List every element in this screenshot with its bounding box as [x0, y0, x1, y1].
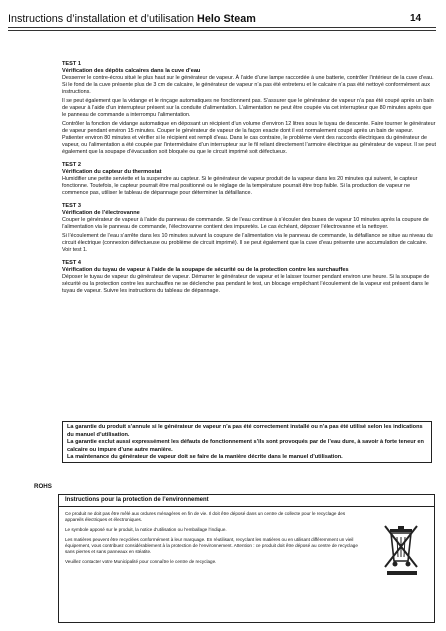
rohs-paragraph: Le symbole apposé sur le produit, la notice d’utilisation ou l’emballage l’indique.	[65, 527, 227, 532]
header-rule	[8, 27, 436, 28]
test-3	[62, 203, 436, 254]
test-1	[62, 61, 436, 156]
paragraph: Humidifier une petite serviette et la suspendre au capteur. Si le générateur de vapeur produit de la vapeur dans les 20 minutes qui suivent, le capteur fonctionne. Toutefois, le capteur pourrait être mal positionné ou le réglage de la température pourrait être trop faible. Si la production de vapeur ne commence pas, utiliser le tableau de dépannage pour déterminer la défaillance.	[62, 176, 418, 196]
paragraph: Il se peut également que la vidange et le rinçage automatiques ne fonctionnent pas. S’assurer que le générateur de vapeur n’a pas été coupé après un bain de vapeur à l’aide d’un interrupteur présent sur la conduite d’alimentation. L’alimentation ne peut être coupée via cet interrupteur que 80 minutes après que le panneau de commande a interrompu l’alimentation.	[62, 98, 434, 118]
warranty-line: La maintenance du générateur de vapeur doit se faire de la manière décrite dans le manuel d’utilisation.	[67, 454, 343, 460]
title-text: Instructions d’installation et d’utilisation	[8, 13, 198, 25]
paragraph: Desserrer le contre-écrou situé le plus haut sur le générateur de vapeur. À l’aide d’une lampe raccordée à une batterie, contrôler l’intérieur de la cuve d’eau. Si le fond de la cuve présente plus de 3 cm de calcaire, le générateur de vapeur n’a pas été entretenu et le calcaire n’a pas été nettoyé conformément aux instructions.	[62, 75, 434, 95]
test-title: Vérification de l’électrovanne	[62, 210, 140, 216]
rohs-heading: Instructions pour la protection de l’environnement	[59, 495, 434, 507]
header-rule-secondary	[8, 30, 436, 31]
rohs-label: ROHS	[34, 483, 52, 490]
rohs-paragraph: Veuillez contacter votre Municipalité pour connaître le centre de recyclage.	[65, 559, 217, 564]
document-title	[8, 13, 256, 25]
test-heading: TEST 1	[62, 61, 81, 67]
paragraph: Si l’écoulement de l’eau s’arrête dans les 10 minutes suivant la coupure de l’alimentation via le panneau de commande, la défaillance se situe au niveau du circuit électrique (connexion défectueuse ou problème de circuit imprimé). Il se peut également que la cuve d’eau présente une accumulation de calcaire. Voir test 1.	[62, 233, 433, 253]
paragraph: Couper le générateur de vapeur à l’aide du panneau de commande. Si de l’eau continue à s’écouler des buses de vapeur 10 minutes après la coupure de l’alimentation via le panneau de commande, l’électrovanne contient des impuretés. Le cas échéant, déposer l’électrovanne et la nettoyer.	[62, 217, 429, 230]
test-heading: TEST 4	[62, 260, 81, 266]
test-title: Vérification du capteur du thermostat	[62, 169, 162, 175]
rohs-text	[65, 511, 365, 569]
brand-name: Helo Steam	[197, 13, 256, 25]
test-heading: TEST 2	[62, 162, 81, 168]
test-2	[62, 162, 436, 197]
warranty-notice	[62, 421, 432, 463]
test-title: Vérification du tuyau de vapeur à l’aide de la soupape de sécurité ou de la protection contre les surchauffes	[62, 267, 349, 273]
test-heading: TEST 3	[62, 203, 81, 209]
test-4	[62, 260, 436, 295]
paragraph: Déposer le tuyau de vapeur du générateur de vapeur. Démarrer le générateur de vapeur et le laisser tourner pendant environ une heure. Si la soupape de sécurité ou la protection contre les surchauffes ne se déclenche pas pendant le test, un blocage empêchant l’écoulement de la vapeur est présent dans le tuyau de vapeur. Suivre les instructions du tableau de dépannage.	[62, 274, 430, 294]
page-number: 14	[410, 13, 422, 24]
warranty-line: La garantie exclut aussi expressément les défauts de fonctionnement s’ils sont provoqués par de l’eau dure, à savoir à forte teneur en calcaire ou impure d’une autre manière.	[67, 439, 424, 453]
paragraph: Contrôler la fonction de vidange automatique en déposant un récipient d’un volume d’environ 12 litres sous le tuyau de descente. Faire tourner le générateur de vapeur pendant environ 15 minutes. Couper le générateur de vapeur de la façon exacte dont il est normalement coupé après un bain de vapeur. Patienter environ 80 minutes et vérifier si le récipient est rempli d’eau. Dans le cas contraire, le problème vient des raccords électriques du générateur de vapeur, ou l’alimentation a été coupée par l’intermédiaire d’un interrupteur sur le fil reliant directement l’armoire électrique au générateur de vapeur. Il se peut également que la soupape d’évacuation soit bloquée ou que le circuit imprimé soit défectueux.	[62, 121, 436, 155]
crossed-out-wheelie-bin-icon	[379, 521, 425, 577]
test-title: Vérification des dépôts calcaires dans la cuve d’eau	[62, 68, 201, 74]
rohs-paragraph: Les matières peuvent être recyclées conformément à leur marquage. En réutilisant, recyclant les matières ou en utilisant différemment un vieil équipement, vous contribuez considérablement à la protection de l’environnement. Attention : ce produit doit être déposé au centre de recyclage sans pierres et sans panneaux en stéatite.	[65, 537, 358, 554]
rohs-paragraph: Ce produit ne doit pas être mêlé aux ordures ménagères en fin de vie. Il doit être déposé dans un centre de collecte pour le recyclage des appareils électriques et électroniques.	[65, 511, 346, 522]
rohs-box	[58, 494, 435, 623]
tests-section	[62, 61, 436, 301]
warranty-line: La garantie du produit s’annule si le générateur de vapeur n’a pas été correctement installé ou n’a pas été utilisé selon les indications du manuel d’utilisation.	[67, 424, 423, 438]
